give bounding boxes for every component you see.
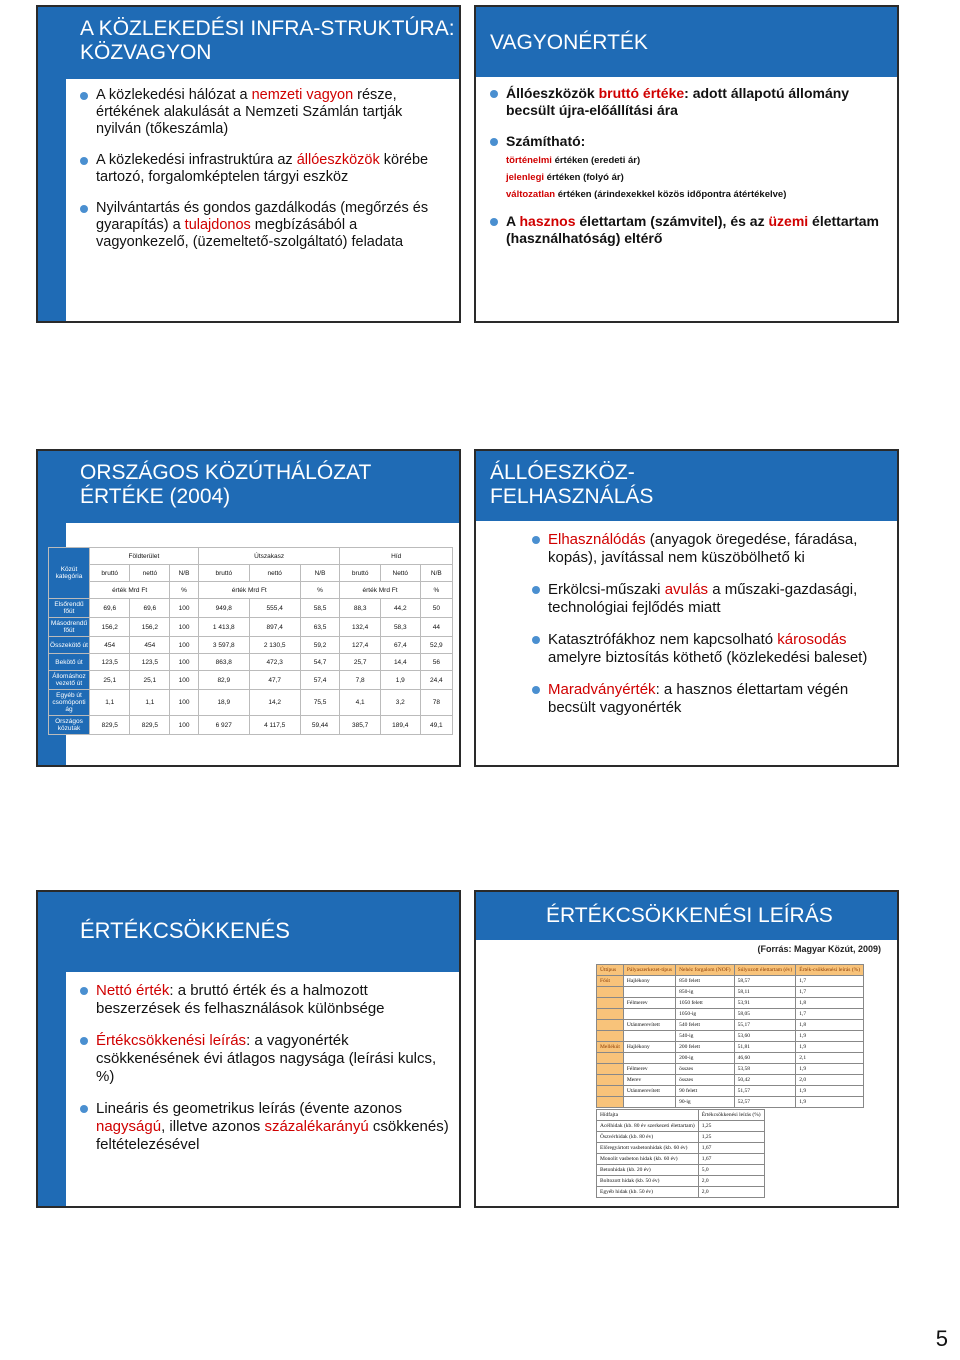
slide-title: ORSZÁGOS KÖZÚTHÁLÓZAT ÉRTÉKE (2004): [80, 461, 371, 508]
text: Állóeszközök: [506, 85, 599, 101]
table-cell: 123,5: [130, 654, 170, 671]
table-cell: Acélhidak (kb. 80 év szerkezeti élettartam): [597, 1121, 699, 1132]
table-cell: Hajlékony: [623, 976, 675, 987]
page-number: 5: [935, 1326, 948, 1351]
table-cell: 454: [130, 637, 170, 654]
slide-header: [476, 7, 897, 77]
table-cell: 200 felett: [676, 1042, 735, 1053]
table-cell: 189,4: [380, 716, 420, 735]
slide-title: ÁLLÓESZKÖZ-FELHASZNÁLÁS: [490, 461, 654, 508]
table-cell: 58,5: [300, 599, 340, 618]
table-cell: [597, 1009, 624, 1020]
table-cell: 6 927: [198, 716, 249, 735]
table-cell: 1,9: [796, 1042, 864, 1053]
header-cell: N/B: [420, 565, 452, 582]
table-cell: összes: [676, 1064, 735, 1075]
slide-header: [66, 451, 459, 523]
table-cell: Utánmerevített: [623, 1020, 675, 1031]
slide-vagyonertek: [474, 5, 899, 323]
row-category: Országos közutak: [49, 716, 90, 735]
slide-body: [488, 85, 887, 261]
table-cell: 69,6: [90, 599, 130, 618]
highlight: üzemi: [768, 213, 809, 229]
header-cell: Nehéz forgalom (NOF): [676, 965, 735, 976]
table-cell: [623, 1009, 675, 1020]
table-row: [597, 1086, 864, 1097]
highlight: Értékcsökkenési leírás: [96, 1032, 247, 1049]
table-cell: Félmerev: [623, 1064, 675, 1075]
slide-ertekcsokkenesi-leiras: [474, 890, 899, 1208]
table-cell: 1,9: [796, 1031, 864, 1042]
table-cell: 472,3: [249, 654, 300, 671]
table-cell: [597, 1031, 624, 1042]
highlight: nagyságú: [96, 1118, 162, 1135]
table-row: [49, 618, 453, 637]
table-row: [597, 1154, 765, 1165]
table-cell: 100: [170, 618, 199, 637]
table-cell: 454: [90, 637, 130, 654]
table-cell: 1,7: [796, 1009, 864, 1020]
table-cell: 3 597,8: [198, 637, 249, 654]
source-note: (Forrás: Magyar Közút, 2009): [757, 944, 881, 954]
slide-body: [78, 87, 449, 265]
header-cell: N/B: [170, 565, 199, 582]
highlight: változatlan: [506, 189, 556, 200]
table-cell: 58,11: [734, 987, 796, 998]
table-cell: Utánmerevített: [623, 1086, 675, 1097]
header-cell: nettó: [249, 565, 300, 582]
header-cell: bruttó: [198, 565, 249, 582]
table-row: [597, 1143, 765, 1154]
table-cell: 14,2: [249, 690, 300, 716]
table-cell: 53,60: [734, 1031, 796, 1042]
text: (anyagok öregedése, fáradása, kopás), javítással nem küszöbölhető ki: [548, 531, 858, 566]
text: A közlekedési infrastruktúra az: [96, 152, 297, 168]
table-cell: 82,9: [198, 671, 249, 690]
table-cell: 127,4: [340, 637, 380, 654]
table-cell: 1,9: [796, 1086, 864, 1097]
table-cell: 46,60: [734, 1053, 796, 1064]
table-cell: 25,1: [130, 671, 170, 690]
bullet: [78, 1100, 449, 1154]
table-cell: 540-ig: [676, 1031, 735, 1042]
table-cell: 949,8: [198, 599, 249, 618]
table-cell: 53,91: [734, 998, 796, 1009]
text: : a hasznos élettartam végén becsült vagyonérték: [548, 681, 849, 716]
table-cell: Öszvérhidak (kb. 80 év): [597, 1132, 699, 1143]
highlight: történelmi: [506, 155, 552, 166]
slide-accent-bar: [38, 7, 66, 321]
table-cell: 50,42: [734, 1075, 796, 1086]
table-cell: [623, 1097, 675, 1108]
bullet: [530, 581, 887, 617]
highlight: százalékarányú: [264, 1118, 369, 1135]
text: A: [506, 213, 520, 229]
table-cell: 90-ig: [676, 1097, 735, 1108]
highlight: Maradványérték: [548, 681, 656, 698]
table-cell: 47,7: [249, 671, 300, 690]
text: Erkölcsi-műszaki: [548, 581, 665, 598]
bullet: [488, 85, 887, 119]
sub-bullet: [506, 171, 887, 184]
table-cell: 1,9: [380, 671, 420, 690]
table-cell: Hajlékony: [623, 1042, 675, 1053]
text: Katasztrófákhoz nem kapcsolható: [548, 631, 778, 648]
table-cell: 100: [170, 654, 199, 671]
slide-alloeszkoz-felhasznalas: [474, 449, 899, 767]
table-cell: Mellékút: [597, 1042, 624, 1053]
table-cell: 2,1: [796, 1053, 864, 1064]
table-row: [597, 1176, 765, 1187]
slide-title: VAGYONÉRTÉK: [490, 31, 648, 54]
text: : adott állapotú állomány becsült újra-előállítási ára: [506, 85, 850, 118]
text: élettartam (számvitel), és az: [575, 213, 769, 229]
highlight: Elhasználódás: [548, 531, 646, 548]
table-cell: [597, 1097, 624, 1108]
table-cell: 897,4: [249, 618, 300, 637]
highlight: tulajdonos: [184, 217, 251, 233]
slide-header: [66, 892, 459, 972]
table-cell: 100: [170, 637, 199, 654]
text: része, értékének alakulását a Nemzeti Számlán tartják nyilván (tőkeszámla): [96, 87, 403, 137]
bullet: [78, 200, 449, 251]
table-cell: 2,0: [698, 1176, 764, 1187]
bullet: [78, 152, 449, 186]
table-cell: 53,58: [734, 1064, 796, 1075]
text: Számítható:: [506, 133, 586, 149]
header-cell: nettó: [130, 565, 170, 582]
highlight: bruttó értéke: [598, 85, 685, 101]
table-cell: 1,1: [130, 690, 170, 716]
table-cell: Félmerev: [623, 998, 675, 1009]
highlight: hasznos: [519, 213, 576, 229]
table-cell: [597, 1075, 624, 1086]
table-row: [597, 1042, 864, 1053]
table-cell: 829,5: [130, 716, 170, 735]
table-row: [49, 671, 453, 690]
table-row: [597, 1132, 765, 1143]
table-cell: 67,4: [380, 637, 420, 654]
row-category: Egyéb út csomóponti ág: [49, 690, 90, 716]
bullet: [530, 681, 887, 717]
table-cell: 100: [170, 599, 199, 618]
table-cell: 1,25: [698, 1132, 764, 1143]
header-cell: Közút kategória: [49, 548, 90, 599]
table-cell: 25,1: [90, 671, 130, 690]
text: megbízásából a vagyonkezelő, (üzemeltető-szolgáltató) feladata: [96, 217, 404, 250]
table-cell: 4,1: [340, 690, 380, 716]
header-cell: Hídfajta: [597, 1110, 699, 1121]
slide-accent-bar: [38, 892, 66, 1206]
text: értéken (árindexekkel közös időpontra átértékelve): [555, 189, 787, 200]
table-cell: 55,17: [734, 1020, 796, 1031]
header-cell: %: [170, 582, 199, 599]
table-cell: 132,4: [340, 618, 380, 637]
slide-header: [66, 7, 459, 79]
header-cell: Földterület: [90, 548, 199, 565]
highlight: avulás: [664, 581, 709, 598]
table-row: [597, 976, 864, 987]
header-cell: bruttó: [90, 565, 130, 582]
table-cell: 63,5: [300, 618, 340, 637]
table-cell: 54,7: [300, 654, 340, 671]
table-row: [49, 637, 453, 654]
highlight: károsodás: [777, 631, 847, 648]
table-cell: 3,2: [380, 690, 420, 716]
highlight: nemzeti vagyon: [251, 87, 354, 103]
table-cell: 100: [170, 716, 199, 735]
table-cell: 1,8: [796, 998, 864, 1009]
table-cell: 44,2: [380, 599, 420, 618]
table-cell: 59,44: [300, 716, 340, 735]
table-cell: 58,05: [734, 1009, 796, 1020]
text: Lineáris és geometrikus leírás (évente azonos: [96, 1100, 402, 1117]
table-row: [597, 1009, 864, 1020]
bullet: [78, 982, 449, 1018]
table-cell: 5,0: [698, 1165, 764, 1176]
table-cell: 1,67: [698, 1154, 764, 1165]
slide-body: [530, 531, 887, 731]
table-cell: [623, 1053, 675, 1064]
table-cell: 555,4: [249, 599, 300, 618]
table-cell: 1,7: [796, 987, 864, 998]
table-cell: 2,0: [698, 1187, 764, 1198]
table-cell: 100: [170, 690, 199, 716]
text: értéken (folyó ár): [544, 172, 624, 183]
table-cell: 4 117,5: [249, 716, 300, 735]
header-cell: Értékcsökkenési leírás (%): [698, 1110, 764, 1121]
table-row: [597, 1075, 864, 1086]
bullet: [488, 213, 887, 247]
table-row: [597, 1053, 864, 1064]
table-row: [597, 1020, 864, 1031]
table-cell: Betonhidak (kb. 20 év): [597, 1165, 699, 1176]
table-cell: 52,9: [420, 637, 452, 654]
table-cell: Előregyártott vasbetonhidak (kb. 60 év): [597, 1143, 699, 1154]
bullet: [78, 1032, 449, 1086]
text: értéken (eredeti ár): [551, 155, 641, 166]
bullet: [530, 531, 887, 567]
table-cell: 156,2: [90, 618, 130, 637]
table-row: [597, 1064, 864, 1075]
text: a műszaki-gazdasági, technológiai fejlődés miatt: [548, 581, 858, 616]
table-cell: összes: [676, 1075, 735, 1086]
table-cell: 123,5: [90, 654, 130, 671]
row-category: Összekötő út: [49, 637, 90, 654]
table-row: [49, 599, 453, 618]
table-cell: 1,7: [796, 976, 864, 987]
table-cell: 44: [420, 618, 452, 637]
row-category: Állomáshoz vezető út: [49, 671, 90, 690]
table-cell: 850-ig: [676, 987, 735, 998]
table-cell: [597, 1053, 624, 1064]
slide-title: A KÖZLEKEDÉSI INFRA-STRUKTÚRA: KÖZVAGYON: [80, 17, 455, 64]
table-cell: 14,4: [380, 654, 420, 671]
table-cell: 1050-ig: [676, 1009, 735, 1020]
text: körébe tartozó, forgalomképtelen tárgyi eszköz: [96, 152, 429, 185]
table-cell: 100: [170, 671, 199, 690]
table-cell: 25,7: [340, 654, 380, 671]
table-cell: 200-ig: [676, 1053, 735, 1064]
table-cell: [597, 1064, 624, 1075]
table-cell: 829,5: [90, 716, 130, 735]
depreciation-table-roads: [596, 964, 864, 1108]
table-row: [597, 1097, 864, 1108]
slide-header: [476, 892, 897, 940]
text: A közlekedési hálózat a: [96, 87, 252, 103]
bullet: [530, 631, 887, 667]
table-cell: 24,4: [420, 671, 452, 690]
slide-ertekcsokkenes: [36, 890, 461, 1208]
table-cell: 56: [420, 654, 452, 671]
sub-bullet: [506, 188, 887, 201]
table-cell: 69,6: [130, 599, 170, 618]
table-cell: 2 130,5: [249, 637, 300, 654]
header-cell: Érték-csökkenési leírás (%): [796, 965, 864, 976]
highlight: jelenlegi: [506, 172, 545, 183]
table-row: [597, 1121, 765, 1132]
table-cell: Egyéb hidak (kb. 50 év): [597, 1187, 699, 1198]
table-cell: 1,9: [796, 1097, 864, 1108]
table-cell: 57,4: [300, 671, 340, 690]
header-cell: Úttípus: [597, 965, 624, 976]
table-cell: Monolit vasbeton hidak (kb. 60 év): [597, 1154, 699, 1165]
table-cell: [597, 1086, 624, 1097]
table-cell: 1,9: [796, 1064, 864, 1075]
table-row: [49, 716, 453, 735]
header-cell: Súlyozott élettartam (év): [734, 965, 796, 976]
table-cell: Merev: [623, 1075, 675, 1086]
header-cell: Pályaszerkezet-típus: [623, 965, 675, 976]
table-cell: 1,1: [90, 690, 130, 716]
table-cell: 540 felett: [676, 1020, 735, 1031]
header-cell: N/B: [300, 565, 340, 582]
highlight: Nettó érték: [96, 982, 170, 999]
table-cell: 88,3: [340, 599, 380, 618]
slide-title: ÉRTÉKCSÖKKENÉSI LEÍRÁS: [546, 904, 833, 927]
table-row: [597, 1031, 864, 1042]
table-row: [49, 690, 453, 716]
table-cell: 75,5: [300, 690, 340, 716]
text: : a bruttó érték és a halmozott beszerzések és felhasználások különbsége: [96, 982, 385, 1017]
table-cell: 90 felett: [676, 1086, 735, 1097]
table-cell: 863,8: [198, 654, 249, 671]
table-cell: 1 413,8: [198, 618, 249, 637]
table-cell: 156,2: [130, 618, 170, 637]
header-cell: %: [300, 582, 340, 599]
table-cell: 49,1: [420, 716, 452, 735]
table-row: [597, 1165, 765, 1176]
text: amelyre biztosítás köthető (közlekedési baleset): [548, 649, 868, 666]
table-cell: [623, 987, 675, 998]
row-category: Elsőrendű főút: [49, 599, 90, 618]
table-cell: Boltozott hidak (kb. 50 év): [597, 1176, 699, 1187]
table-cell: [597, 998, 624, 1009]
table-cell: [597, 987, 624, 998]
slide-kozuthalozat-erteke: [36, 449, 461, 767]
table-cell: 58,57: [734, 976, 796, 987]
row-category: Másodrendű főút: [49, 618, 90, 637]
text: Nyilvántartás és gondos gazdálkodás (megőrzés és gyarapítás) a: [96, 200, 429, 233]
table-cell: [623, 1031, 675, 1042]
table-cell: 58,3: [380, 618, 420, 637]
header-cell: érték Mrd Ft: [340, 582, 420, 599]
depreciation-table-bridges: [596, 1109, 765, 1198]
table-cell: 59,2: [300, 637, 340, 654]
sub-bullet: [506, 154, 887, 167]
header-cell: bruttó: [340, 565, 380, 582]
text: csökkenés) feltételezésével: [96, 1118, 449, 1153]
slide-body: [78, 982, 449, 1168]
bullet: [78, 87, 449, 138]
table-cell: 78: [420, 690, 452, 716]
table-cell: 7,8: [340, 671, 380, 690]
row-category: Bekötő út: [49, 654, 90, 671]
header-cell: Nettó: [380, 565, 420, 582]
header-cell: Híd: [340, 548, 453, 565]
table-cell: 1050 felett: [676, 998, 735, 1009]
table-cell: Főút: [597, 976, 624, 987]
table-cell: 51,81: [734, 1042, 796, 1053]
header-cell: %: [420, 582, 452, 599]
header-cell: Útszakasz: [198, 548, 340, 565]
text: élettartam (használhatóság) eltérő: [506, 213, 879, 246]
table-cell: 385,7: [340, 716, 380, 735]
table-row: [597, 998, 864, 1009]
table-cell: 52,57: [734, 1097, 796, 1108]
slide-title: ÉRTÉKCSÖKKENÉS: [80, 918, 290, 943]
table-cell: 1,25: [698, 1121, 764, 1132]
header-cell: érték Mrd Ft: [198, 582, 300, 599]
highlight: állóeszközök: [296, 152, 380, 168]
slide-kozvagyon: [36, 5, 461, 323]
table-cell: 1,67: [698, 1143, 764, 1154]
bullet: [488, 133, 887, 150]
table-row: [597, 1187, 765, 1198]
slide-header: [476, 451, 897, 521]
text: , illetve azonos: [161, 1118, 265, 1135]
table-cell: 18,9: [198, 690, 249, 716]
table-cell: [597, 1020, 624, 1031]
road-value-table: [48, 547, 453, 735]
table-row: [597, 987, 864, 998]
table-cell: 1,8: [796, 1020, 864, 1031]
text: : a vagyonérték csökkenésének évi átlagos nagysága (leírási kulcs, %): [96, 1032, 437, 1085]
table-cell: 850 felett: [676, 976, 735, 987]
table-row: [49, 654, 453, 671]
table-cell: 51,57: [734, 1086, 796, 1097]
table-cell: 2,0: [796, 1075, 864, 1086]
table-cell: 50: [420, 599, 452, 618]
header-cell: érték Mrd Ft: [90, 582, 170, 599]
